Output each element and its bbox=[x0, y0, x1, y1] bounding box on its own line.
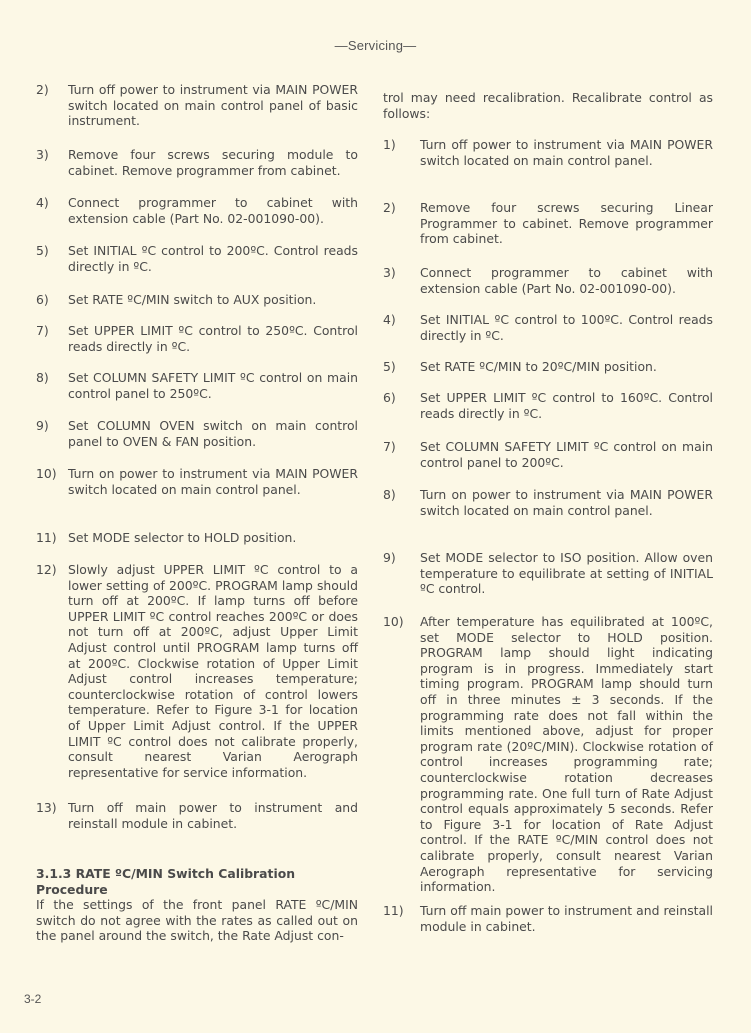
item-number: 2) bbox=[383, 200, 396, 215]
list-item bbox=[383, 487, 713, 518]
item-text: Remove four screws securing module to cabinet. Remove programmer from cabinet. bbox=[68, 147, 358, 178]
section-3-1-3 bbox=[36, 866, 358, 944]
list-item bbox=[36, 466, 358, 497]
list-item bbox=[383, 903, 713, 934]
item-text: Set MODE selector to HOLD position. bbox=[68, 530, 297, 545]
item-text: Set INITIAL ºC control to 200ºC. Control reads directly in ºC. bbox=[68, 243, 358, 274]
item-number: 3) bbox=[36, 147, 49, 162]
item-number: 8) bbox=[36, 370, 49, 385]
page-number: 3-2 bbox=[24, 992, 42, 1006]
item-text: Connect programmer to cabinet with extension cable (Part No. 02-001090-00). bbox=[68, 195, 358, 226]
list-item bbox=[36, 562, 358, 780]
item-number: 5) bbox=[36, 243, 49, 258]
item-text: Set MODE selector to ISO position. Allow oven temperature to equilibrate at setting of INITIAL ºC control. bbox=[420, 550, 713, 597]
item-number: 7) bbox=[383, 439, 396, 454]
item-number: 6) bbox=[36, 292, 49, 307]
item-number: 3) bbox=[383, 265, 396, 280]
item-text: Set RATE ºC/MIN to 20ºC/MIN position. bbox=[420, 359, 657, 374]
item-number: 1) bbox=[383, 137, 396, 152]
item-text: Set UPPER LIMIT ºC control to 250ºC. Control reads directly in ºC. bbox=[68, 323, 358, 354]
item-number: 13) bbox=[36, 800, 57, 815]
list-item bbox=[383, 137, 713, 168]
intro-paragraph: trol may need recalibration. Recalibrate control as follows: bbox=[383, 90, 713, 121]
item-text: Turn off main power to instrument and reinstall module in cabinet. bbox=[68, 800, 358, 831]
item-text: Remove four screws securing Linear Programmer to cabinet. Remove programmer from cabinet. bbox=[420, 200, 713, 247]
list-item bbox=[383, 614, 713, 895]
item-number: 9) bbox=[36, 418, 49, 433]
list-item bbox=[383, 550, 713, 597]
section-heading: 3.1.3 RATE ºC/MIN Switch Calibration Procedure bbox=[36, 866, 296, 897]
item-number: 11) bbox=[36, 530, 57, 545]
list-item bbox=[36, 418, 358, 449]
item-text: Turn off main power to instrument and reinstall module in cabinet. bbox=[420, 903, 713, 934]
item-text: Set COLUMN SAFETY LIMIT ºC control on main control panel to 250ºC. bbox=[68, 370, 358, 401]
list-item bbox=[383, 312, 713, 343]
item-number: 7) bbox=[36, 323, 49, 338]
item-text: After temperature has equilibrated at 100ºC, set MODE selector to HOLD position. PROGRAM lamp should light indicating program is in progress. Immediately start timing program. PROGRAM lamp should turn off in three minutes ± 3 seconds. If the programming rate does not fall within the limits mentioned above, adjust for proper program rate (20ºC/MIN). Clockwise rotation of control increases programming rate; counterclockwise rotation decreases programming rate. One full turn of Rate Adjust control equals approximately 5 seconds. Refer to Figure 3-1 for location of Rate Adjust control. If the RATE ºC/MIN control does not calibrate properly, consult nearest Varian Aerograph representative for servicing information. bbox=[420, 614, 713, 895]
list-item bbox=[36, 323, 358, 354]
list-item bbox=[36, 82, 358, 129]
item-number: 10) bbox=[383, 614, 404, 629]
item-number: 8) bbox=[383, 487, 396, 502]
item-number: 11) bbox=[383, 903, 404, 918]
list-item bbox=[36, 292, 358, 308]
item-text: Connect programmer to cabinet with extension cable (Part No. 02-001090-00). bbox=[420, 265, 713, 296]
item-text: Slowly adjust UPPER LIMIT ºC control to a lower setting of 200ºC. PROGRAM lamp should turn off at 200ºC. If lamp turns off before UPPER LIMIT ºC control reaches 200ºC or does not turn off at 200ºC, adjust Upper Limit Adjust control until PROGRAM lamp turns off at 200ºC. Clockwise rotation of Upper Limit Adjust control increases temperature; counterclockwise rotation of control lowers temperature. Refer to Figure 3-1 for location of Upper Limit Adjust control. If the UPPER LIMIT ºC control does not calibrate properly, consult nearest Varian Aerograph representative for service information. bbox=[68, 562, 358, 780]
item-text: Set COLUMN OVEN switch on main control panel to OVEN & FAN position. bbox=[68, 418, 358, 449]
list-item bbox=[36, 800, 358, 831]
list-item bbox=[383, 200, 713, 247]
item-number: 9) bbox=[383, 550, 396, 565]
item-text: Turn on power to instrument via MAIN POWER switch located on main control panel. bbox=[420, 487, 713, 518]
item-text: Turn on power to instrument via MAIN POWER switch located on main control panel. bbox=[68, 466, 358, 497]
item-number: 6) bbox=[383, 390, 396, 405]
section-text: If the settings of the front panel RATE ºC/MIN switch do not agree with the rates as called out on the panel around the switch, the Rate Adjust con- bbox=[36, 897, 358, 944]
item-text: Set UPPER LIMIT ºC control to 160ºC. Control reads directly in ºC. bbox=[420, 390, 713, 421]
list-item bbox=[383, 390, 713, 421]
item-text: Set RATE ºC/MIN switch to AUX position. bbox=[68, 292, 317, 307]
list-item bbox=[383, 359, 713, 375]
list-item bbox=[36, 370, 358, 401]
list-item bbox=[36, 195, 358, 226]
running-header: —Servicing— bbox=[334, 38, 417, 53]
list-item bbox=[36, 530, 358, 546]
item-number: 4) bbox=[36, 195, 49, 210]
list-item bbox=[36, 243, 358, 274]
item-number: 5) bbox=[383, 359, 396, 374]
list-item bbox=[36, 147, 358, 178]
item-number: 10) bbox=[36, 466, 57, 481]
item-number: 12) bbox=[36, 562, 57, 577]
item-text: Set INITIAL ºC control to 100ºC. Control reads directly in ºC. bbox=[420, 312, 713, 343]
item-number: 4) bbox=[383, 312, 396, 327]
item-text: Turn off power to instrument via MAIN POWER switch located on main control panel of basic instrument. bbox=[68, 82, 358, 129]
list-item bbox=[383, 265, 713, 296]
item-number: 2) bbox=[36, 82, 49, 97]
list-item bbox=[383, 439, 713, 470]
item-text: Set COLUMN SAFETY LIMIT ºC control on main control panel to 200ºC. bbox=[420, 439, 713, 470]
item-text: Turn off power to instrument via MAIN POWER switch located on main control panel. bbox=[420, 137, 713, 168]
